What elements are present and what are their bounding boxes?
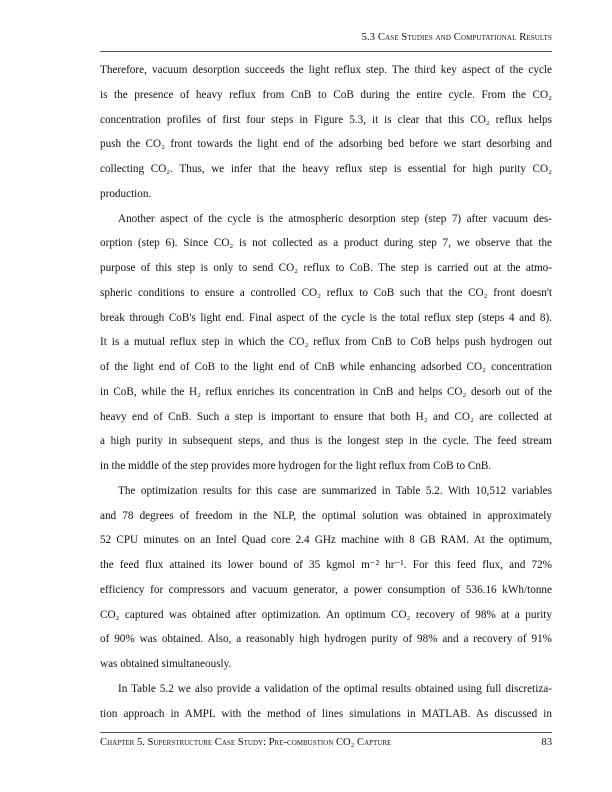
text-line: the feed flux attained its lower bound of 35 kgmol m⁻² hr⁻¹. For this feed flux, and 72% xyxy=(100,559,552,571)
text-line: push the CO₂ front towards the light end of the adsorbing bed before we start desorbing and xyxy=(100,138,552,151)
text-line: 52 CPU minutes on an Intel Quad core 2.4 GHz machine with 8 GB RAM. At the optimum, xyxy=(100,534,552,547)
text-line: collecting CO₂. Thus, we infer that the heavy reflux step is essential for high purity CO₂ xyxy=(100,163,552,175)
paragraph xyxy=(100,58,552,207)
body-text xyxy=(100,58,552,726)
text-line: The optimization results for this case are summarized in Table 5.2. With 10,512 variables xyxy=(118,484,552,497)
paragraph xyxy=(100,479,552,677)
header-rule xyxy=(100,51,552,52)
text-line: heavy end of CnB. Such a step is important to ensure that both H₂ and CO₂ are collected at xyxy=(100,410,552,423)
text-line: in CoB, while the H₂ reflux enriches its concentration in CnB and helps CO₂ desorb out of the xyxy=(100,385,552,398)
text-line: in the middle of the step provides more hydrogen for the light reflux from CoB to CnB. xyxy=(100,460,492,472)
text-line: Another aspect of the cycle is the atmospheric desorption step (step 7) after vacuum des- xyxy=(118,212,552,225)
text-line: of the light end of CoB to the light end of CnB while enhancing adsorbed CO₂ concentration xyxy=(100,361,552,373)
running-header: 5.3 Case Studies and Computational Results xyxy=(361,32,552,43)
text-line: purpose of this step is only to send CO₂ reflux to CoB. The step is carried out at the atmo- xyxy=(100,262,552,274)
page-number: 83 xyxy=(541,737,552,748)
text-line: tion approach in AMPL with the method of lines simulations in MATLAB. As discussed in xyxy=(100,707,552,720)
text-line: concentration profiles of first four steps in Figure 5.3, it is clear that this CO₂ reflux helps xyxy=(100,113,552,126)
text-line: efficiency for compressors and vacuum generator, a power consumption of 536.16 kWh/tonne xyxy=(100,583,552,596)
footer-rule xyxy=(100,732,552,733)
text-line: Therefore, vacuum desorption succeeds the light reflux step. The third key aspect of the cycle xyxy=(100,64,552,76)
text-line: was obtained simultaneously. xyxy=(100,658,232,670)
text-line: is the presence of heavy reflux from CnB to CoB during the entire cycle. From the CO₂ xyxy=(100,88,552,101)
text-line: of 90% was obtained. Also, a reasonably high hydrogen purity of 98% and a recovery of 91% xyxy=(100,633,552,646)
text-line: In Table 5.2 we also provide a validation of the optimal results obtained using full discretiza- xyxy=(118,682,552,695)
text-line: spheric conditions to ensure a controlled CO₂ reflux to CoB such that the CO₂ front doesn't xyxy=(100,286,552,299)
text-line: break through CoB's light end. Final aspect of the cycle is the total reflux step (steps 4 and 8). xyxy=(100,311,552,324)
footer-chapter-title: Chapter 5. Superstructure Case Study: Pre-combustion CO₂ Capture xyxy=(100,737,392,748)
text-line: production. xyxy=(100,187,152,200)
text-line: orption (step 6). Since CO₂ is not collected as a product during step 7, we observe that the xyxy=(100,237,552,250)
text-line: It is a mutual reflux step in which the CO₂ reflux from CnB to CoB helps push hydrogen out xyxy=(100,336,552,349)
paragraph xyxy=(100,677,552,727)
text-line: CO₂ captured was obtained after optimization. An optimum CO₂ recovery of 98% at a purity xyxy=(100,608,552,621)
text-line: a high purity in subsequent steps, and thus is the longest step in the cycle. The feed stream xyxy=(100,435,552,448)
page-footer xyxy=(100,737,552,748)
text-line: and 78 degrees of freedom in the NLP, the optimal solution was obtained in approximately xyxy=(100,509,552,522)
paragraph xyxy=(100,207,552,479)
